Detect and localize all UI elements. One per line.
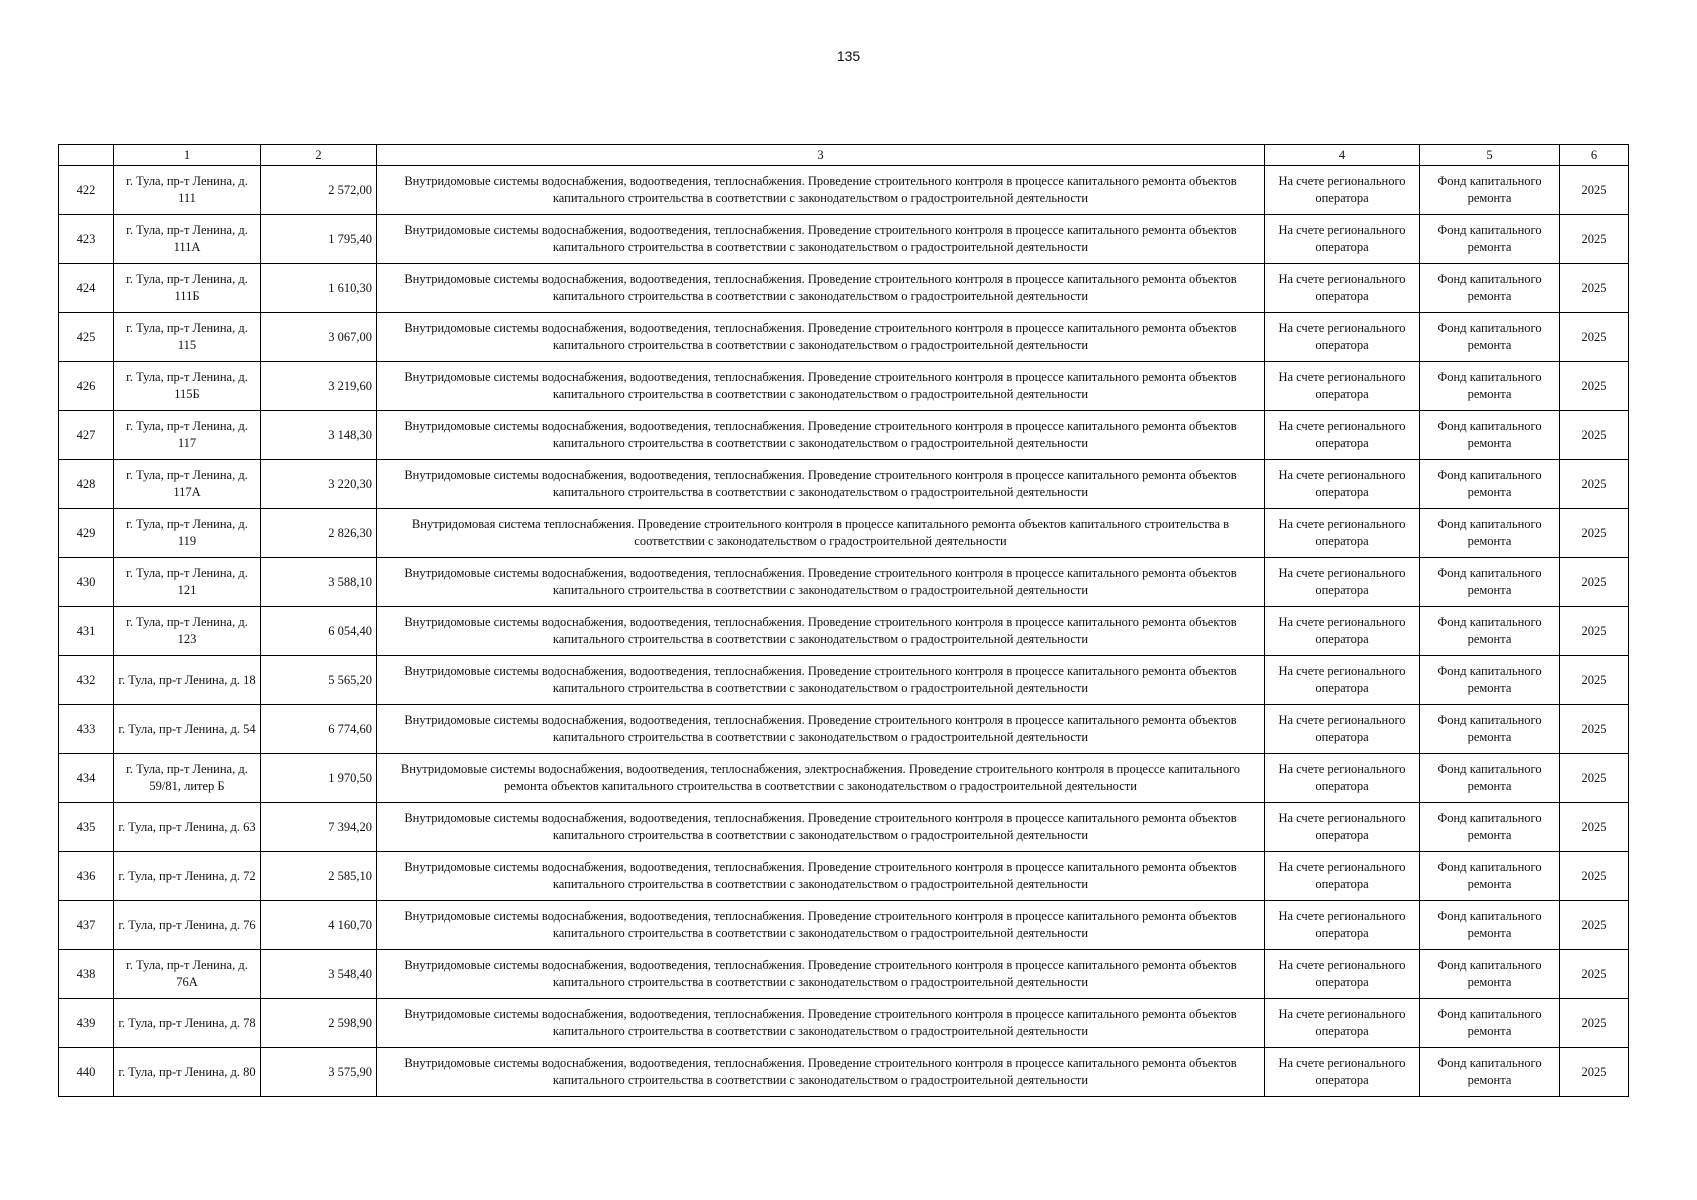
area-cell: 1 610,30 [261,264,377,313]
funding-source-cell: Фонд капитального ремонта [1420,362,1560,411]
funding-source-cell: Фонд капитального ремонта [1420,411,1560,460]
account-type-cell: На счете регионального оператора [1265,656,1420,705]
account-type-cell: На счете регионального оператора [1265,460,1420,509]
funding-source-cell: Фонд капитального ремонта [1420,950,1560,999]
row-number-cell: 423 [59,215,114,264]
row-number-cell: 436 [59,852,114,901]
work-description-cell: Внутридомовые системы водоснабжения, водоотведения, теплоснабжения. Проведение строительного контроля в процессе капитального ремонта объектов капитального строительства в соответствии с законодательством о градостроительной деятельности [377,215,1265,264]
account-type-cell: На счете регионального оператора [1265,509,1420,558]
year-cell: 2025 [1560,166,1629,215]
funding-source-cell: Фонд капитального ремонта [1420,1048,1560,1097]
area-cell: 2 598,90 [261,999,377,1048]
row-number-cell: 439 [59,999,114,1048]
funding-source-cell: Фонд капитального ремонта [1420,852,1560,901]
address-cell: г. Тула, пр-т Ленина, д. 18 [114,656,261,705]
row-number-cell: 424 [59,264,114,313]
work-description-cell: Внутридомовые системы водоснабжения, водоотведения, теплоснабжения. Проведение строительного контроля в процессе капитального ремонта объектов капитального строительства в соответствии с законодательством о градостроительной деятельности [377,166,1265,215]
address-cell: г. Тула, пр-т Ленина, д. 121 [114,558,261,607]
year-cell: 2025 [1560,656,1629,705]
year-cell: 2025 [1560,411,1629,460]
address-cell: г. Тула, пр-т Ленина, д. 119 [114,509,261,558]
funding-source-cell: Фонд капитального ремонта [1420,558,1560,607]
table-row [59,656,1629,705]
account-type-cell: На счете регионального оператора [1265,754,1420,803]
header-cell-funding-source: 5 [1420,145,1560,166]
table-row [59,509,1629,558]
account-type-cell: На счете регионального оператора [1265,215,1420,264]
table-row [59,852,1629,901]
year-cell: 2025 [1560,607,1629,656]
column-number-header-row [59,145,1629,166]
work-description-cell: Внутридомовые системы водоснабжения, водоотведения, теплоснабжения. Проведение строительного контроля в процессе капитального ремонта объектов капитального строительства в соответствии с законодательством о градостроительной деятельности [377,264,1265,313]
row-number-cell: 435 [59,803,114,852]
address-cell: г. Тула, пр-т Ленина, д. 111А [114,215,261,264]
account-type-cell: На счете регионального оператора [1265,803,1420,852]
area-cell: 6 054,40 [261,607,377,656]
area-cell: 6 774,60 [261,705,377,754]
row-number-cell: 438 [59,950,114,999]
year-cell: 2025 [1560,509,1629,558]
funding-source-cell: Фонд капитального ремонта [1420,754,1560,803]
work-description-cell: Внутридомовые системы водоснабжения, водоотведения, теплоснабжения. Проведение строительного контроля в процессе капитального ремонта объектов капитального строительства в соответствии с законодательством о градостроительной деятельности [377,852,1265,901]
table-row [59,558,1629,607]
account-type-cell: На счете регионального оператора [1265,166,1420,215]
table-row [59,411,1629,460]
table-body [59,166,1629,1097]
table-row [59,460,1629,509]
funding-source-cell: Фонд капитального ремонта [1420,460,1560,509]
address-cell: г. Тула, пр-т Ленина, д. 111Б [114,264,261,313]
table-row [59,705,1629,754]
work-description-cell: Внутридомовая система теплоснабжения. Проведение строительного контроля в процессе капитального ремонта объектов капитального строительства в соответствии с законодательством о градостроительной деятельности [377,509,1265,558]
row-number-cell: 430 [59,558,114,607]
work-description-cell: Внутридомовые системы водоснабжения, водоотведения, теплоснабжения. Проведение строительного контроля в процессе капитального ремонта объектов капитального строительства в соответствии с законодательством о градостроительной деятельности [377,558,1265,607]
row-number-cell: 431 [59,607,114,656]
address-cell: г. Тула, пр-т Ленина, д. 72 [114,852,261,901]
year-cell: 2025 [1560,558,1629,607]
area-cell: 3 067,00 [261,313,377,362]
table-row [59,362,1629,411]
account-type-cell: На счете регионального оператора [1265,705,1420,754]
funding-source-cell: Фонд капитального ремонта [1420,313,1560,362]
row-number-cell: 440 [59,1048,114,1097]
row-number-cell: 425 [59,313,114,362]
account-type-cell: На счете регионального оператора [1265,607,1420,656]
table-row [59,999,1629,1048]
work-description-cell: Внутридомовые системы водоснабжения, водоотведения, теплоснабжения. Проведение строительного контроля в процессе капитального ремонта объектов капитального строительства в соответствии с законодательством о градостроительной деятельности [377,362,1265,411]
row-number-cell: 437 [59,901,114,950]
area-cell: 1 795,40 [261,215,377,264]
row-number-cell: 432 [59,656,114,705]
repair-program-table [58,144,1629,1097]
account-type-cell: На счете регионального оператора [1265,264,1420,313]
table-row [59,1048,1629,1097]
address-cell: г. Тула, пр-т Ленина, д. 117А [114,460,261,509]
header-cell-area: 2 [261,145,377,166]
address-cell: г. Тула, пр-т Ленина, д. 78 [114,999,261,1048]
year-cell: 2025 [1560,460,1629,509]
area-cell: 3 148,30 [261,411,377,460]
address-cell: г. Тула, пр-т Ленина, д. 80 [114,1048,261,1097]
year-cell: 2025 [1560,215,1629,264]
account-type-cell: На счете регионального оператора [1265,1048,1420,1097]
address-cell: г. Тула, пр-т Ленина, д. 76А [114,950,261,999]
work-description-cell: Внутридомовые системы водоснабжения, водоотведения, теплоснабжения. Проведение строительного контроля в процессе капитального ремонта объектов капитального строительства в соответствии с законодательством о градостроительной деятельности [377,705,1265,754]
area-cell: 1 970,50 [261,754,377,803]
area-cell: 7 394,20 [261,803,377,852]
work-description-cell: Внутридомовые системы водоснабжения, водоотведения, теплоснабжения. Проведение строительного контроля в процессе капитального ремонта объектов капитального строительства в соответствии с законодательством о градостроительной деятельности [377,950,1265,999]
table-row [59,215,1629,264]
year-cell: 2025 [1560,803,1629,852]
area-cell: 3 588,10 [261,558,377,607]
row-number-cell: 433 [59,705,114,754]
year-cell: 2025 [1560,362,1629,411]
work-description-cell: Внутридомовые системы водоснабжения, водоотведения, теплоснабжения. Проведение строительного контроля в процессе капитального ремонта объектов капитального строительства в соответствии с законодательством о градостроительной деятельности [377,803,1265,852]
area-cell: 3 220,30 [261,460,377,509]
table-row [59,901,1629,950]
year-cell: 2025 [1560,852,1629,901]
year-cell: 2025 [1560,705,1629,754]
work-description-cell: Внутридомовые системы водоснабжения, водоотведения, теплоснабжения. Проведение строительного контроля в процессе капитального ремонта объектов капитального строительства в соответствии с законодательством о градостроительной деятельности [377,411,1265,460]
funding-source-cell: Фонд капитального ремонта [1420,509,1560,558]
account-type-cell: На счете регионального оператора [1265,313,1420,362]
area-cell: 5 565,20 [261,656,377,705]
header-cell-description: 3 [377,145,1265,166]
table-row [59,313,1629,362]
address-cell: г. Тула, пр-т Ленина, д. 117 [114,411,261,460]
address-cell: г. Тула, пр-т Ленина, д. 115 [114,313,261,362]
year-cell: 2025 [1560,754,1629,803]
work-description-cell: Внутридомовые системы водоснабжения, водоотведения, теплоснабжения. Проведение строительного контроля в процессе капитального ремонта объектов капитального строительства в соответствии с законодательством о градостроительной деятельности [377,901,1265,950]
header-cell-year: 6 [1560,145,1629,166]
funding-source-cell: Фонд капитального ремонта [1420,264,1560,313]
year-cell: 2025 [1560,901,1629,950]
table-row [59,803,1629,852]
area-cell: 3 575,90 [261,1048,377,1097]
header-cell-address: 1 [114,145,261,166]
row-number-cell: 427 [59,411,114,460]
table-row [59,166,1629,215]
address-cell: г. Тула, пр-т Ленина, д. 76 [114,901,261,950]
header-cell-account: 4 [1265,145,1420,166]
address-cell: г. Тула, пр-т Ленина, д. 123 [114,607,261,656]
year-cell: 2025 [1560,1048,1629,1097]
year-cell: 2025 [1560,264,1629,313]
work-description-cell: Внутридомовые системы водоснабжения, водоотведения, теплоснабжения. Проведение строительного контроля в процессе капитального ремонта объектов капитального строительства в соответствии с законодательством о градостроительной деятельности [377,656,1265,705]
address-cell: г. Тула, пр-т Ленина, д. 115Б [114,362,261,411]
work-description-cell: Внутридомовые системы водоснабжения, водоотведения, теплоснабжения. Проведение строительного контроля в процессе капитального ремонта объектов капитального строительства в соответствии с законодательством о градостроительной деятельности [377,1048,1265,1097]
funding-source-cell: Фонд капитального ремонта [1420,803,1560,852]
table-row [59,754,1629,803]
funding-source-cell: Фонд капитального ремонта [1420,705,1560,754]
area-cell: 2 826,30 [261,509,377,558]
funding-source-cell: Фонд капитального ремонта [1420,166,1560,215]
funding-source-cell: Фонд капитального ремонта [1420,607,1560,656]
row-number-cell: 429 [59,509,114,558]
area-cell: 2 572,00 [261,166,377,215]
area-cell: 3 219,60 [261,362,377,411]
area-cell: 4 160,70 [261,901,377,950]
work-description-cell: Внутридомовые системы водоснабжения, водоотведения, теплоснабжения. Проведение строительного контроля в процессе капитального ремонта объектов капитального строительства в соответствии с законодательством о градостроительной деятельности [377,313,1265,362]
table-row [59,607,1629,656]
funding-source-cell: Фонд капитального ремонта [1420,999,1560,1048]
row-number-cell: 422 [59,166,114,215]
work-description-cell: Внутридомовые системы водоснабжения, водоотведения, теплоснабжения. Проведение строительного контроля в процессе капитального ремонта объектов капитального строительства в соответствии с законодательством о градостроительной деятельности [377,999,1265,1048]
year-cell: 2025 [1560,950,1629,999]
funding-source-cell: Фонд капитального ремонта [1420,901,1560,950]
page-number: 135 [836,48,861,64]
address-cell: г. Тула, пр-т Ленина, д. 111 [114,166,261,215]
work-description-cell: Внутридомовые системы водоснабжения, водоотведения, теплоснабжения, электроснабжения. Проведение строительного контроля в процессе капитального ремонта объектов капитального строительства в соответствии с законодательством о градостроительной деятельности [377,754,1265,803]
table-row [59,264,1629,313]
account-type-cell: На счете регионального оператора [1265,901,1420,950]
account-type-cell: На счете регионального оператора [1265,852,1420,901]
account-type-cell: На счете регионального оператора [1265,950,1420,999]
header-cell-row-number [59,145,114,166]
account-type-cell: На счете регионального оператора [1265,411,1420,460]
account-type-cell: На счете регионального оператора [1265,558,1420,607]
account-type-cell: На счете регионального оператора [1265,362,1420,411]
address-cell: г. Тула, пр-т Ленина, д. 59/81, литер Б [114,754,261,803]
row-number-cell: 434 [59,754,114,803]
area-cell: 2 585,10 [261,852,377,901]
area-cell: 3 548,40 [261,950,377,999]
address-cell: г. Тула, пр-т Ленина, д. 54 [114,705,261,754]
work-description-cell: Внутридомовые системы водоснабжения, водоотведения, теплоснабжения. Проведение строительного контроля в процессе капитального ремонта объектов капитального строительства в соответствии с законодательством о градостроительной деятельности [377,607,1265,656]
funding-source-cell: Фонд капитального ремонта [1420,215,1560,264]
row-number-cell: 426 [59,362,114,411]
account-type-cell: На счете регионального оператора [1265,999,1420,1048]
funding-source-cell: Фонд капитального ремонта [1420,656,1560,705]
row-number-cell: 428 [59,460,114,509]
year-cell: 2025 [1560,999,1629,1048]
address-cell: г. Тула, пр-т Ленина, д. 63 [114,803,261,852]
work-description-cell: Внутридомовые системы водоснабжения, водоотведения, теплоснабжения. Проведение строительного контроля в процессе капитального ремонта объектов капитального строительства в соответствии с законодательством о градостроительной деятельности [377,460,1265,509]
table-row [59,950,1629,999]
year-cell: 2025 [1560,313,1629,362]
